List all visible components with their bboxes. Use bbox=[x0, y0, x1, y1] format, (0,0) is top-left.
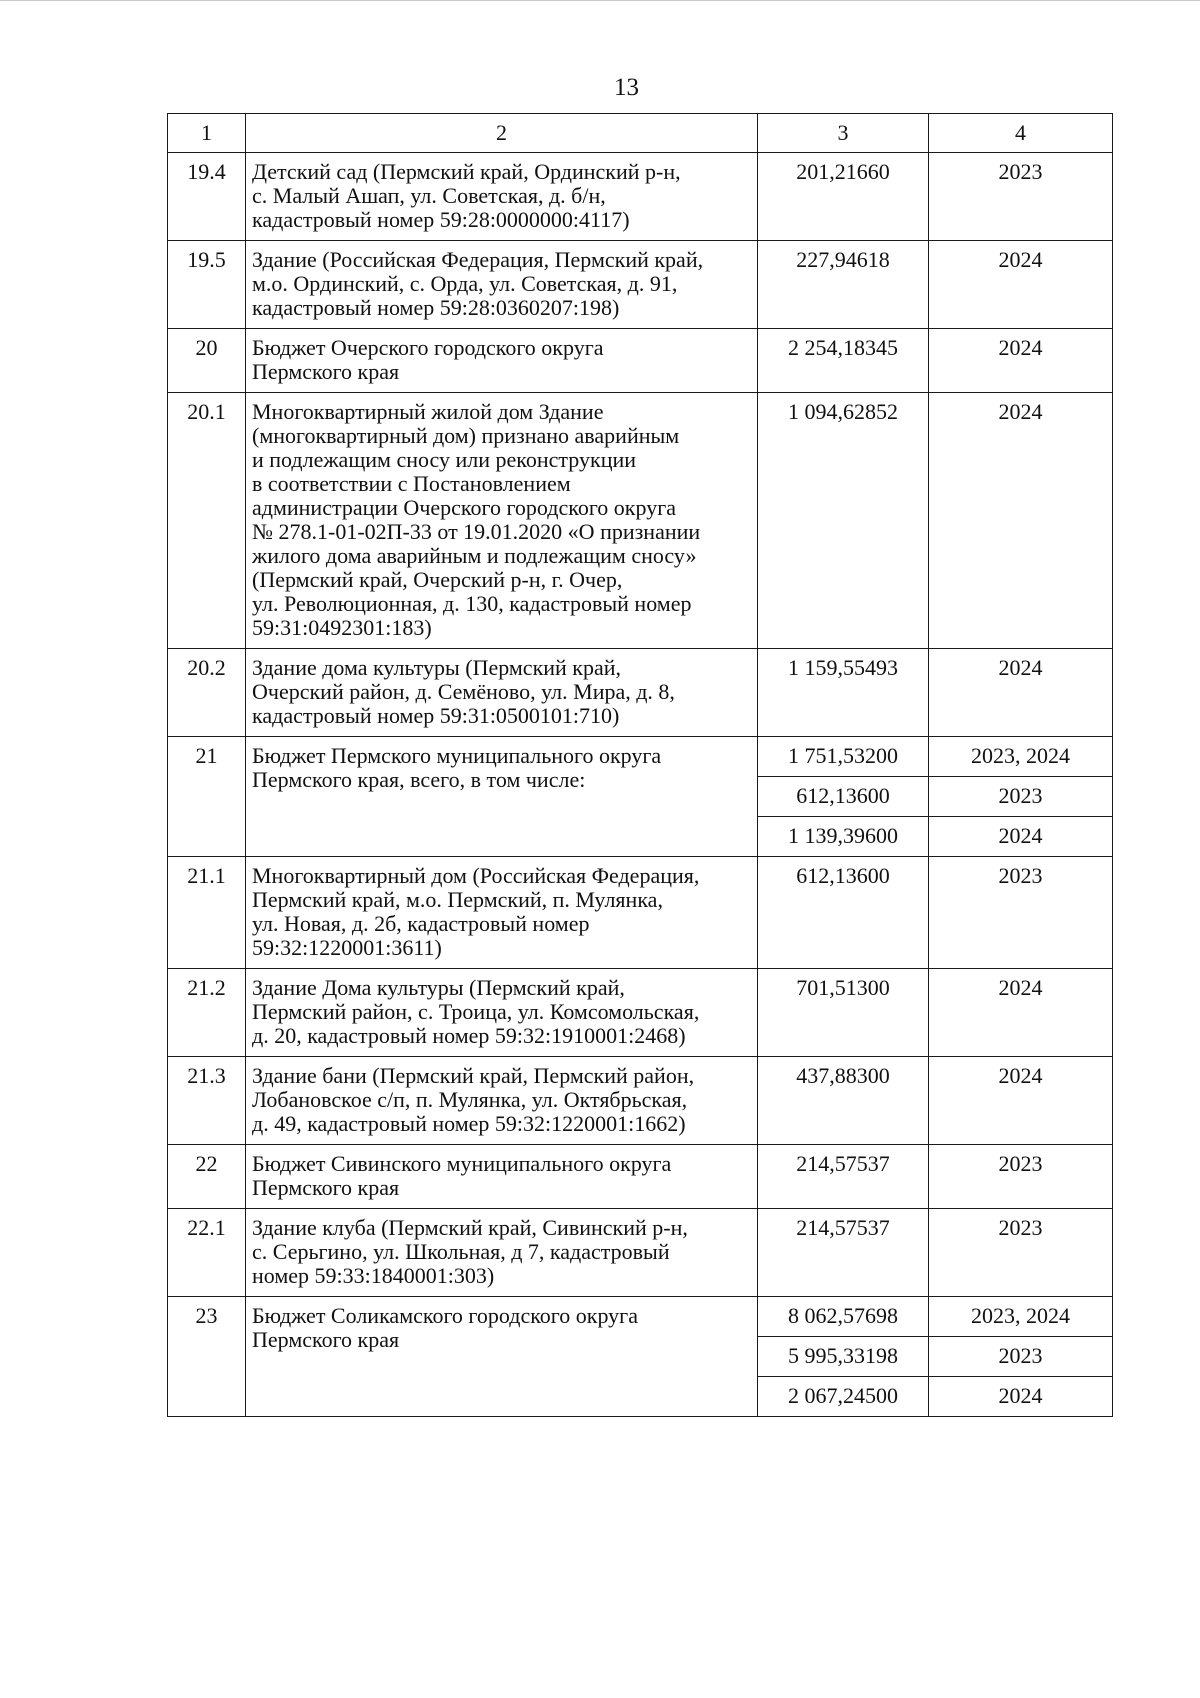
row-description bbox=[246, 393, 758, 649]
row-amount: 2 067,24500 bbox=[758, 1377, 929, 1417]
row-amount: 701,51300 bbox=[758, 969, 929, 1057]
row-year: 2024 bbox=[929, 329, 1113, 393]
description-line: Здание клуба (Пермский край, Сивинский р-н, bbox=[252, 1215, 688, 1240]
row-amount: 214,57537 bbox=[758, 1145, 929, 1209]
row-description bbox=[246, 649, 758, 737]
row-description bbox=[246, 153, 758, 241]
table-row bbox=[168, 1145, 1113, 1209]
scan-edge bbox=[0, 0, 1200, 1]
description-line: Очерский район, д. Семёново, ул. Мира, д. 8, bbox=[252, 679, 675, 704]
budget-table bbox=[167, 113, 1113, 1417]
row-number: 20.1 bbox=[168, 393, 246, 649]
row-amount: 1 094,62852 bbox=[758, 393, 929, 649]
table-body bbox=[168, 114, 1113, 1417]
description-line: м.о. Ординский, с. Орда, ул. Советская, д. 91, bbox=[252, 271, 678, 296]
row-description bbox=[246, 857, 758, 969]
column-header-3: 3 bbox=[758, 114, 929, 153]
description-line: кадастровый номер 59:28:0000000:4117) bbox=[252, 207, 630, 232]
row-number: 21.3 bbox=[168, 1057, 246, 1145]
description-line: Здание бани (Пермский край, Пермский район, bbox=[252, 1063, 695, 1088]
row-year: 2023, 2024 bbox=[929, 737, 1113, 777]
row-amount: 612,13600 bbox=[758, 857, 929, 969]
description-line: Лобановское с/п, п. Мулянка, ул. Октябрьская, bbox=[252, 1087, 688, 1112]
description-line: номер 59:33:1840001:303) bbox=[252, 1263, 495, 1288]
description-line: Бюджет Очерского городского округа bbox=[252, 335, 604, 360]
description-line: жилого дома аварийным и подлежащим сносу» bbox=[252, 543, 697, 568]
description-line: Пермский край, м.о. Пермский, п. Мулянка, bbox=[252, 887, 663, 912]
row-year: 2023 bbox=[929, 1337, 1113, 1377]
table-row bbox=[168, 737, 1113, 777]
row-number: 23 bbox=[168, 1297, 246, 1417]
row-amount: 437,88300 bbox=[758, 1057, 929, 1145]
row-year: 2023 bbox=[929, 153, 1113, 241]
description-line: в соответствии с Постановлением bbox=[252, 471, 571, 496]
row-description bbox=[246, 329, 758, 393]
description-line: (многоквартирный дом) признано аварийным bbox=[252, 423, 680, 448]
table-row bbox=[168, 241, 1113, 329]
table-row bbox=[168, 649, 1113, 737]
description-line: и подлежащим сносу или реконструкции bbox=[252, 447, 637, 472]
row-year: 2024 bbox=[929, 817, 1113, 857]
row-year: 2024 bbox=[929, 1057, 1113, 1145]
row-number: 19.5 bbox=[168, 241, 246, 329]
row-year: 2023 bbox=[929, 1209, 1113, 1297]
column-header-1: 1 bbox=[168, 114, 246, 153]
row-number: 22 bbox=[168, 1145, 246, 1209]
row-number: 19.4 bbox=[168, 153, 246, 241]
table-row bbox=[168, 393, 1113, 649]
description-line: Многоквартирный жилой дом Здание bbox=[252, 399, 604, 424]
description-line: Здание дома культуры (Пермский край, bbox=[252, 655, 622, 680]
description-line: Бюджет Соликамского городского округа bbox=[252, 1303, 638, 1328]
row-year: 2024 bbox=[929, 649, 1113, 737]
description-line: ул. Революционная, д. 130, кадастровый номер bbox=[252, 591, 692, 616]
description-line: ул. Новая, д. 2б, кадастровый номер bbox=[252, 911, 590, 936]
row-year: 2024 bbox=[929, 393, 1113, 649]
row-year: 2024 bbox=[929, 969, 1113, 1057]
description-line: Бюджет Сивинского муниципального округа bbox=[252, 1151, 672, 1176]
description-line: Пермский район, с. Троица, ул. Комсомольская, bbox=[252, 999, 700, 1024]
row-description bbox=[246, 737, 758, 857]
row-amount: 214,57537 bbox=[758, 1209, 929, 1297]
description-line: № 278.1-01-02П-33 от 19.01.2020 «О признании bbox=[252, 519, 701, 544]
row-description bbox=[246, 969, 758, 1057]
row-description bbox=[246, 241, 758, 329]
row-amount: 612,13600 bbox=[758, 777, 929, 817]
description-line: кадастровый номер 59:28:0360207:198) bbox=[252, 295, 620, 320]
row-amount: 1 159,55493 bbox=[758, 649, 929, 737]
table-row bbox=[168, 1209, 1113, 1297]
description-line: Здание (Российская Федерация, Пермский край, bbox=[252, 247, 704, 272]
column-header-2: 2 bbox=[246, 114, 758, 153]
description-line: (Пермский край, Очерский р-н, г. Очер, bbox=[252, 567, 623, 592]
description-line: д. 20, кадастровый номер 59:32:1910001:2468) bbox=[252, 1023, 686, 1048]
row-year: 2023, 2024 bbox=[929, 1297, 1113, 1337]
row-amount: 2 254,18345 bbox=[758, 329, 929, 393]
description-line: Здание Дома культуры (Пермский край, bbox=[252, 975, 625, 1000]
row-amount: 201,21660 bbox=[758, 153, 929, 241]
description-line: администрации Очерского городского округа bbox=[252, 495, 676, 520]
row-amount: 5 995,33198 bbox=[758, 1337, 929, 1377]
description-line: с. Малый Ашап, ул. Советская, д. б/н, bbox=[252, 183, 606, 208]
table-row bbox=[168, 153, 1113, 241]
description-line: Пермского края, всего, в том числе: bbox=[252, 767, 586, 792]
description-line: с. Серьгино, ул. Школьная, д 7, кадастровый bbox=[252, 1239, 670, 1264]
row-amount: 8 062,57698 bbox=[758, 1297, 929, 1337]
row-number: 22.1 bbox=[168, 1209, 246, 1297]
row-number: 21.2 bbox=[168, 969, 246, 1057]
row-year: 2023 bbox=[929, 1145, 1113, 1209]
row-year: 2024 bbox=[929, 1377, 1113, 1417]
row-number: 21 bbox=[168, 737, 246, 857]
description-line: Детский сад (Пермский край, Ординский р-н, bbox=[252, 159, 681, 184]
description-line: Пермского края bbox=[252, 1175, 400, 1200]
table-row bbox=[168, 1297, 1113, 1337]
description-line: д. 49, кадастровый номер 59:32:1220001:1662) bbox=[252, 1111, 686, 1136]
row-number: 21.1 bbox=[168, 857, 246, 969]
table-row bbox=[168, 969, 1113, 1057]
description-line: Пермского края bbox=[252, 1327, 400, 1352]
row-year: 2023 bbox=[929, 777, 1113, 817]
row-description bbox=[246, 1209, 758, 1297]
description-line: Бюджет Пермского муниципального округа bbox=[252, 743, 662, 768]
description-line: 59:32:1220001:3611) bbox=[252, 935, 442, 960]
description-line: 59:31:0492301:183) bbox=[252, 615, 432, 640]
row-description bbox=[246, 1057, 758, 1145]
row-number: 20 bbox=[168, 329, 246, 393]
row-number: 20.2 bbox=[168, 649, 246, 737]
table-row bbox=[168, 1057, 1113, 1145]
description-line: кадастровый номер 59:31:0500101:710) bbox=[252, 703, 620, 728]
row-amount: 1 139,39600 bbox=[758, 817, 929, 857]
row-amount: 1 751,53200 bbox=[758, 737, 929, 777]
column-header-4: 4 bbox=[929, 114, 1113, 153]
description-line: Многоквартирный дом (Российская Федерация, bbox=[252, 863, 700, 888]
table-row bbox=[168, 857, 1113, 969]
row-year: 2023 bbox=[929, 857, 1113, 969]
page-number: 13 bbox=[614, 74, 639, 101]
row-description bbox=[246, 1145, 758, 1209]
row-description bbox=[246, 1297, 758, 1417]
row-year: 2024 bbox=[929, 241, 1113, 329]
table-header-row bbox=[168, 114, 1113, 153]
row-amount: 227,94618 bbox=[758, 241, 929, 329]
table-row bbox=[168, 329, 1113, 393]
description-line: Пермского края bbox=[252, 359, 400, 384]
